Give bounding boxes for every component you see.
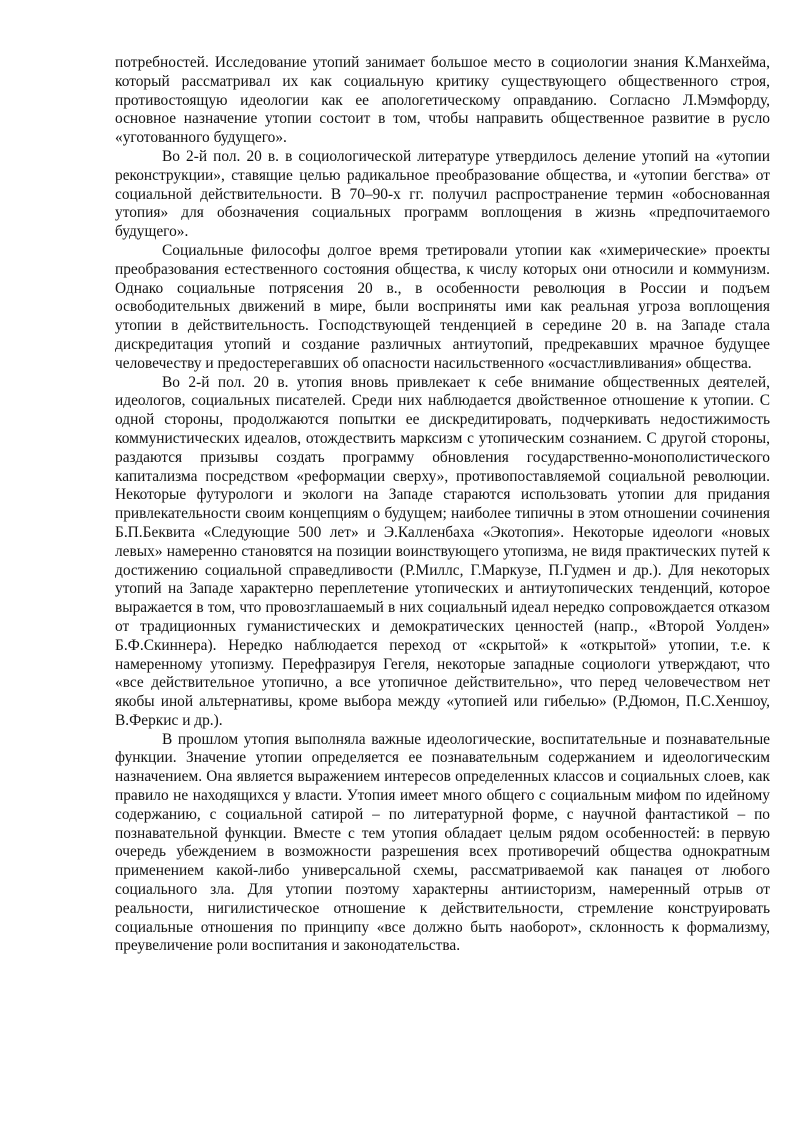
paragraph-2: Во 2-й пол. 20 в. в социологической литературе утвердилось деление утопий на «утопии реконструкции», ставящие целью радикальное преобразование общества, и «утопии бегства» от социальной действительности. В 70–90-х гг. получил распространение термин «обоснованная утопия» для обозначения социальных программ воплощения в жизнь «предпочитаемого будущего». [115, 147, 770, 241]
paragraph-5: В прошлом утопия выполняла важные идеологические, воспитательные и познавательные функции. Значение утопии определяется ее познавательным содержанием и идеологическим назначением. Она является выражением интересов определенных классов и социальных слоев, как правило не находящихся у власти. Утопия имеет много общего с социальным мифом по идейному содержанию, с социальной сатирой – по литературной форме, с научной фантастикой – по познавательной функции. Вместе с тем утопия обладает целым рядом особенностей: в первую очередь убеждением в возможности разрешения всех противоречий общества однократным применением какой-либо универсальной схемы, рассматриваемой как панацея от любого социального зла. Для утопии поэтому характерны антиисторизм, намеренный отрыв от реальности, нигилистическое отношение к действительности, стремление конструировать социальные отношения по принципу «все должно быть наоборот», склонность к формализму, преувеличение роли воспитания и законодательства. [115, 730, 770, 955]
paragraph-4: Во 2-й пол. 20 в. утопия вновь привлекает к себе внимание общественных деятелей, идеологов, социальных писателей. Среди них наблюдается двойственное отношение к утопии. С одной стороны, продолжаются попытки ее дискредитировать, подчеркивать недостижимость коммунистических идеалов, отождествить марксизм с утопическим сознанием. С другой стороны, раздаются призывы создать программу обновления государственно-монополистического капитализма посредством «реформации сверху», противопоставляемой социальной революции. Некоторые футурологи и экологи на Западе стараются использовать утопии для придания привлекательности своим концепциям о будущем; наиболее типичны в этом отношении сочинения Б.П.Беквита «Следующие 500 лет» и Э.Калленбаха «Экотопия». Некоторые идеологи «новых левых» намеренно становятся на позиции воинствующего утопизма, не видя практических путей к достижению социальной справедливости (Р.Миллс, Г.Маркузе, П.Гудмен и др.). Для некоторых утопий на Западе характерно переплетение утопических и антиутопических тенденций, которое выражается в том, что провозглашаемый в них социальный идеал нередко сопровождается отказом от традиционных гуманистических и демократических ценностей (напр., «Второй Уолден» Б.Ф.Скиннера). Нередко наблюдается переход от «скрытой» к «открытой» утопии, т.е. к намеренному утопизму. Перефразируя Гегеля, некоторые западные социологи утверждают, что «все действительное утопично, а все утопичное действительно», что перед человечеством нет якобы иной альтернативы, кроме выбора между «утопией или гибелью» (Р.Дюмон, П.С.Хеншоу, В.Феркис и др.). [115, 373, 770, 729]
paragraph-3: Социальные философы долгое время третировали утопии как «химерические» проекты преобразования естественного состояния общества, к числу которых они относили и коммунизм. Однако социальные потрясения 20 в., в особенности революция в России и подъем освободительных движений в мире, были восприняты ими как реальная угроза воплощения утопии в действительность. Господствующей тенденцией в середине 20 в. на Западе стала дискредитация утопий и создание различных антиутопий, предрекавших мрачное будущее человечеству и предостерегавших об опасности насильственного «осчастливливания» общества. [115, 241, 770, 372]
document-page [115, 54, 770, 956]
paragraph-1: потребностей. Исследование утопий занимает большое место в социологии знания К.Манхейма, который рассматривал их как социальную критику существующего общественного строя, противостоящую идеологии как ее апологетическому оправданию. Согласно Л.Мэмфорду, основное назначение утопии состоит в том, чтобы направить общественное развитие в русло «уготованного будущего». [115, 54, 770, 147]
